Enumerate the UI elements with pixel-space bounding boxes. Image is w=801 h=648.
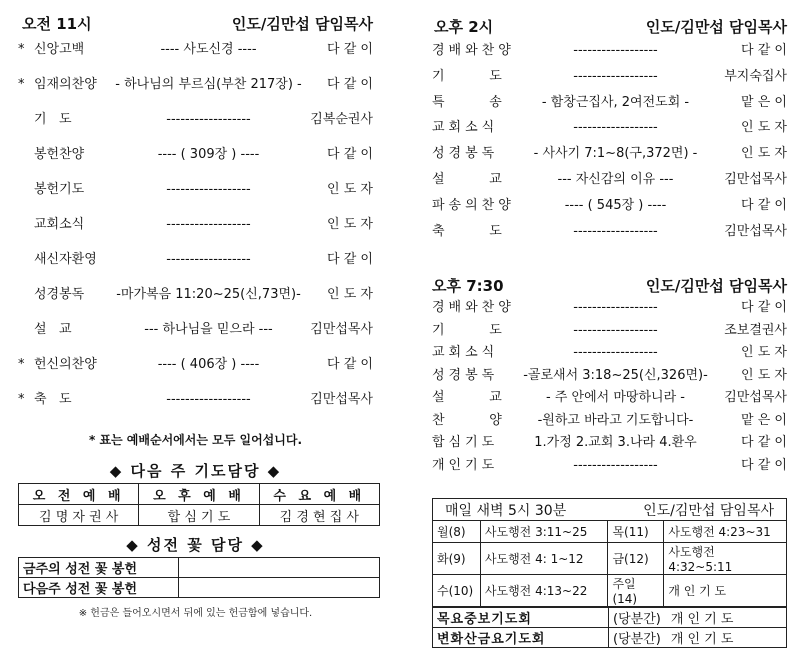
order-label: 교회소식: [432, 345, 499, 361]
order-detail: -원하고 바라고 기도합니다-: [537, 412, 694, 428]
extra-prayer-label: 목요중보기도회: [433, 608, 609, 628]
order-detail: ------------------: [166, 252, 251, 267]
dawn-row: [433, 575, 787, 607]
order-detail: -골로새서 3:18~25(신,326면)-: [523, 367, 708, 383]
dawn-reading: 사도행전 4:13~22: [480, 575, 608, 607]
dawn-reading: 사도행전 3:11~25: [480, 521, 608, 543]
order-label: 설 교: [432, 171, 506, 187]
order-label: 새신자환영: [34, 252, 97, 267]
morning-leader: 인도/김만섭 담임목사: [231, 15, 373, 33]
dawn-table: [432, 498, 787, 607]
afternoon-order: [432, 39, 787, 245]
standing-mark: *: [18, 77, 25, 92]
order-row: [432, 364, 787, 387]
order-label: 교회소식: [432, 120, 499, 136]
order-person: 인 도 자: [327, 217, 373, 232]
order-row: [432, 296, 787, 319]
left-column: [18, 0, 373, 619]
dawn-day: 수(10): [433, 575, 481, 607]
order-label: 설 교: [34, 322, 72, 337]
order-label: 합심기도: [432, 435, 499, 451]
prayer-duty-header: 수 요 예 배: [259, 484, 379, 505]
order-person: 인 도 자: [741, 146, 787, 162]
dawn-reading: 사도행전 4:32~5:11: [664, 543, 787, 575]
order-person: 김만섭목사: [724, 390, 787, 406]
order-person: 김만섭목사: [724, 223, 787, 239]
afternoon-time: 오후 2시: [434, 18, 494, 36]
order-person: 인 도 자: [741, 120, 787, 136]
order-label: 봉헌기도: [34, 182, 85, 197]
order-detail: ------------------: [573, 322, 658, 338]
afternoon-header: [432, 16, 787, 37]
order-label: 특 송: [432, 94, 506, 110]
flower-this-week-value: [179, 558, 380, 578]
order-label: 설 교: [432, 390, 506, 406]
order-person: 인 도 자: [327, 287, 373, 302]
order-person: 부지숙집사: [724, 68, 787, 84]
order-detail: - 함창근집사, 2여전도회 -: [541, 94, 690, 110]
prayer-duty-header: 오 전 예 배: [19, 484, 139, 505]
order-row: [18, 388, 373, 423]
order-row: [432, 194, 787, 220]
order-label: 성경봉독: [34, 287, 85, 302]
order-row: [18, 38, 373, 73]
order-row: [18, 248, 373, 283]
order-detail: ---- ( 309장 ) ----: [157, 147, 260, 162]
order-row: [18, 353, 373, 388]
order-label: 헌신의찬양: [34, 357, 97, 372]
flower-duty-table: [18, 557, 380, 598]
standing-mark: *: [18, 392, 25, 407]
order-detail: ------------------: [573, 223, 658, 239]
order-detail: - 하나님의 부르심(부찬 217장) -: [115, 77, 302, 92]
order-detail: ------------------: [166, 392, 251, 407]
prayer-duty-value: 합 심 기 도: [139, 505, 259, 526]
extra-prayer-row: [433, 628, 787, 648]
order-detail: ---- 사도신경 ----: [160, 42, 257, 57]
order-detail: ------------------: [573, 120, 658, 136]
prayer-duty-header: 오 후 예 배: [139, 484, 259, 505]
dawn-reading: 사도행전 4:23~31: [664, 521, 787, 543]
prayer-duty-value: 김 경 현 집 사: [259, 505, 379, 526]
order-person: 인 도 자: [741, 367, 787, 383]
order-label: 기 도: [432, 68, 506, 84]
dawn-row: [433, 521, 787, 543]
order-label: 개인기도: [432, 457, 499, 473]
order-person: 김만섭목사: [310, 322, 373, 337]
order-detail: ---- ( 545장 ) ----: [564, 197, 667, 213]
order-label: 찬 양: [432, 412, 506, 428]
order-person: 다 같 이: [741, 457, 787, 473]
order-detail: - 주 안에서 마땅하니라 -: [546, 390, 685, 406]
order-label: 봉헌찬양: [34, 147, 85, 162]
prayer-duty-table: [18, 483, 380, 526]
order-person: 다 같 이: [741, 435, 787, 451]
order-person: 다 같 이: [327, 252, 373, 267]
order-row: [18, 213, 373, 248]
order-row: [432, 431, 787, 454]
dawn-header: [433, 499, 787, 521]
order-detail: --- 하나님을 믿으라 ---: [144, 322, 273, 337]
order-person: 맡 은 이: [741, 94, 787, 110]
extra-prayer-value: 개 인 기 도: [670, 632, 734, 648]
order-person: 맡 은 이: [741, 412, 787, 428]
order-detail: ------------------: [166, 112, 251, 127]
order-label: 파송의찬양: [432, 197, 515, 213]
order-detail: ------------------: [166, 182, 251, 197]
offering-note: ※ 헌금은 들어오시면서 뒤에 있는 헌금함에 넣습니다.: [78, 608, 313, 619]
order-row: [18, 178, 373, 213]
order-row: [432, 168, 787, 194]
afternoon-leader: 인도/김만섭 담임목사: [645, 18, 787, 36]
morning-order: [18, 38, 373, 423]
order-label: 교회소식: [34, 217, 85, 232]
order-detail: -마가복음 11:20~25(신,73면)-: [116, 287, 301, 302]
order-row: [432, 142, 787, 168]
order-detail: ------------------: [573, 300, 658, 316]
order-detail: ------------------: [573, 68, 658, 84]
evening-order: [432, 296, 787, 476]
order-row: [432, 65, 787, 91]
order-person: 다 같 이: [327, 357, 373, 372]
dawn-title: 매일 새벽 5시 30분: [445, 502, 567, 519]
order-row: [18, 318, 373, 353]
order-row: [18, 143, 373, 178]
order-row: [432, 454, 787, 477]
order-label: 경배와찬양: [432, 43, 515, 58]
order-row: [432, 409, 787, 432]
order-detail: ------------------: [573, 43, 658, 58]
order-detail: ------------------: [166, 217, 251, 232]
order-label: 축 도: [34, 392, 72, 407]
extra-prayer-period: (당분간): [613, 612, 661, 628]
dawn-row: [433, 543, 787, 575]
dawn-day: 주일(14): [608, 575, 664, 607]
order-person: 조보결권사: [724, 322, 787, 338]
right-column: [432, 0, 787, 648]
order-label: 성경봉독: [432, 146, 499, 162]
order-row: [432, 386, 787, 409]
flower-next-week-label: 다음주 성전 꽃 봉헌: [19, 578, 179, 598]
extra-prayer-table: [432, 607, 787, 648]
order-row: [18, 283, 373, 318]
dawn-day: 목(11): [608, 521, 664, 543]
order-person: 다 같 이: [741, 300, 787, 316]
order-row: [432, 91, 787, 117]
order-label: 경배와찬양: [432, 300, 515, 316]
dawn-day: 월(8): [433, 521, 481, 543]
order-detail: --- 자신감의 이유 ---: [557, 171, 674, 187]
order-person: 김복순권사: [310, 112, 373, 127]
flower-next-week-value: [179, 578, 380, 598]
evening-time: 오후 7:30: [432, 277, 504, 296]
flower-duty-title: ◆ 성전 꽃 담당 ◆: [126, 536, 265, 554]
standing-note: * 표는 예배순서에서는 모두 일어섭니다.: [88, 433, 303, 447]
extra-prayer-value: 개 인 기 도: [670, 612, 734, 628]
morning-header: [18, 13, 373, 34]
order-detail: - 사사기 7:1~8(구,372면) -: [533, 146, 698, 162]
order-person: 인 도 자: [741, 345, 787, 361]
order-detail: 1.가정 2.교회 3.나라 4.환우: [534, 435, 697, 451]
order-person: 김만섭목사: [310, 392, 373, 407]
flower-this-week-label: 금주의 성전 꽃 봉헌: [19, 558, 179, 578]
order-label: 축 도: [432, 223, 506, 239]
dawn-reading: 사도행전 4: 1~12: [480, 543, 608, 575]
order-row: [432, 319, 787, 342]
order-row: [432, 341, 787, 364]
order-row: [432, 116, 787, 142]
order-person: 다 같 이: [327, 147, 373, 162]
dawn-leader: 인도/김만섭 담임목사: [643, 502, 774, 519]
dawn-day: 화(9): [433, 543, 481, 575]
order-label: 신앙고백: [34, 42, 85, 57]
order-label: 기 도: [34, 112, 72, 127]
order-person: 다 같 이: [327, 42, 373, 57]
order-detail: ------------------: [573, 345, 658, 361]
order-label: 기 도: [432, 322, 506, 338]
prayer-duty-title: ◆ 다음 주 기도담당 ◆: [109, 462, 282, 480]
extra-prayer-period: (당분간): [613, 632, 661, 648]
order-detail: ---- ( 406장 ) ----: [157, 357, 260, 372]
prayer-duty-value: 김 명 자 권 사: [19, 505, 139, 526]
order-row: [432, 39, 787, 65]
extra-prayer-row: [433, 608, 787, 628]
morning-time: 오전 11시: [22, 15, 92, 33]
order-detail: ------------------: [573, 457, 658, 473]
order-person: 다 같 이: [327, 77, 373, 92]
order-person: 인 도 자: [327, 182, 373, 197]
order-row: [18, 108, 373, 143]
standing-mark: *: [18, 357, 25, 372]
order-label: 성경봉독: [432, 367, 499, 383]
dawn-reading: 개 인 기 도: [664, 575, 787, 607]
order-person: 다 같 이: [741, 197, 787, 213]
standing-mark: *: [18, 42, 25, 57]
evening-header: [432, 275, 787, 296]
evening-leader: 인도/김만섭 담임목사: [645, 277, 787, 296]
order-label: 임재의찬양: [34, 77, 97, 92]
dawn-day: 금(12): [608, 543, 664, 575]
order-person: 김만섭목사: [724, 171, 787, 187]
extra-prayer-label: 변화산금요기도회: [433, 628, 609, 648]
order-person: 다 같 이: [741, 43, 787, 58]
order-row: [432, 220, 787, 246]
order-row: [18, 73, 373, 108]
